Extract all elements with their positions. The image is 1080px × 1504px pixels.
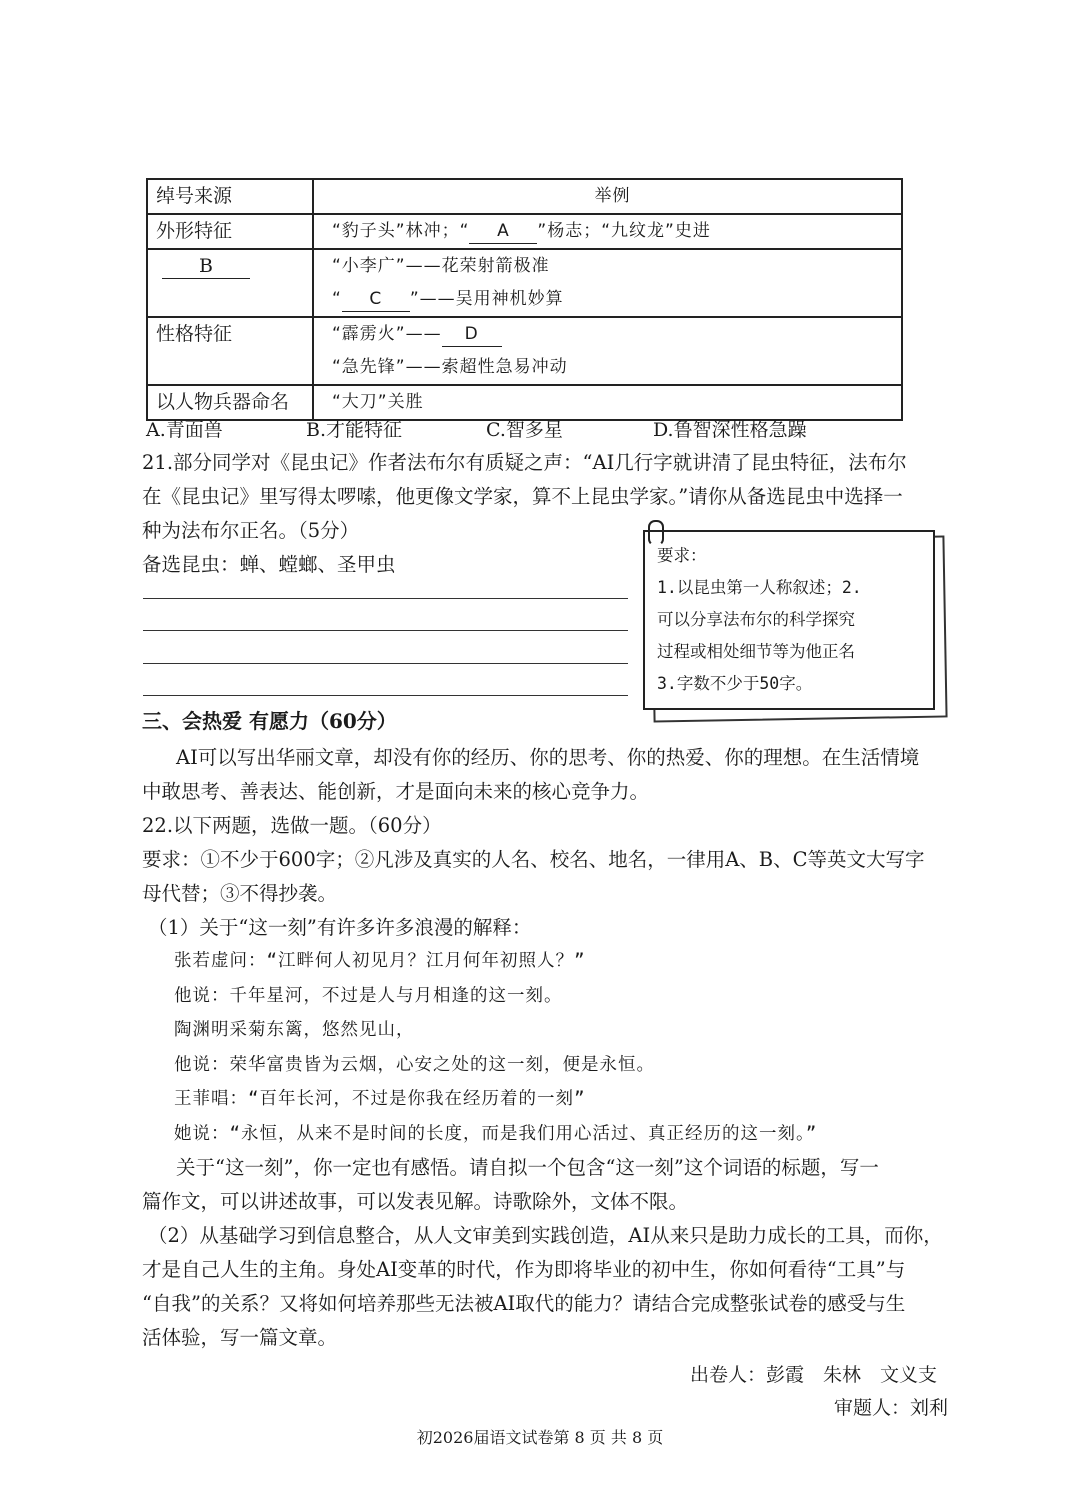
row-value <box>332 215 893 248</box>
row-value: “急先锋”——索超性急易冲动 <box>332 357 568 377</box>
note-title: 要求： <box>657 546 707 565</box>
exam-reviewer: 审题人：刘利 <box>834 1397 949 1419</box>
q21-line: 种为法布尔正名。（5分） <box>142 519 360 542</box>
prompt-2-line: 活体验，写一篇文章。 <box>142 1326 338 1349</box>
nickname-table <box>146 178 903 421</box>
intro-line: AI可以写出华丽文章，却没有你的经历、你的思考、你的热爱、你的理想。在生活情境 <box>176 746 920 769</box>
q22-requirement: 母代替；③不得抄袭。 <box>142 882 338 905</box>
table-key-cell <box>147 214 313 249</box>
value-text: “ <box>332 289 342 309</box>
poem-line: 张若虚问：“江畔何人初见月？江月何年初照人？” <box>174 951 586 971</box>
poem-line: 他说：荣华富贵皆为云烟，心安之处的这一刻，便是永恒。 <box>174 1054 655 1075</box>
table-key-cell <box>147 249 313 317</box>
value-text: “豹子头”林冲；“ <box>332 221 470 241</box>
note-line: 1.以昆虫第一人称叙述；2. <box>657 578 862 597</box>
prompt-1-tail <box>142 1151 952 1355</box>
answer-line[interactable] <box>143 663 628 664</box>
row-value: “大刀”关胜 <box>332 392 424 412</box>
table-key-cell <box>147 317 313 385</box>
answer-line[interactable] <box>143 598 628 599</box>
section-heading: 三、会热爱 有愿力（60分） <box>142 709 397 733</box>
blank-c: C <box>342 287 410 312</box>
q21-line: 在《昆虫记》里写得太啰嗦，他更像文学家，算不上昆虫学家。”请你从备选昆虫中选择一 <box>142 485 903 508</box>
intro-line: 中敢思考、善表达、能创新，才是面向未来的核心竞争力。 <box>142 780 650 803</box>
note-line: 3.字数不少于50字。 <box>657 674 813 693</box>
table-row <box>147 214 902 249</box>
note-line: 可以分享法布尔的科学探究 <box>657 610 855 629</box>
blank-d: D <box>442 322 502 347</box>
value-text: ”——吴用神机妙算 <box>409 289 564 309</box>
poem-line: 陶渊明采菊东篱，悠然见山， <box>174 1020 415 1040</box>
q21-candidates: 备选昆虫：蝉、螳螂、圣甲虫 <box>142 553 396 576</box>
row-key: 绰号来源 <box>156 185 233 207</box>
table-row <box>147 317 902 385</box>
table-row <box>147 249 902 317</box>
note-line: 过程或相处细节等为他正名 <box>657 642 855 661</box>
row-value <box>332 318 893 351</box>
row-value: 举例 <box>594 186 631 206</box>
answer-options <box>146 415 807 445</box>
row-key: 外形特征 <box>156 220 233 242</box>
prompt-2-line: “自我”的关系？又将如何培养那些无法被AI取代的能力？请结合完成整张试卷的感受与生 <box>142 1292 906 1315</box>
row-key: 以人物兵器命名 <box>156 391 290 413</box>
option-a: A.青面兽 <box>146 419 223 441</box>
value-text: ”杨志；“九纹龙”史进 <box>537 221 711 241</box>
blank-b: B <box>162 254 250 279</box>
q22-title: 22.以下两题，选做一题。（60分） <box>142 814 442 837</box>
table-value-cell <box>313 179 902 214</box>
prompt-line: 篇作文，可以讲述故事，可以发表见解。诗歌除外，文体不限。 <box>142 1190 689 1213</box>
table-value-cell <box>313 249 902 317</box>
poem-line: 她说：“永恒，从来不是时间的长度，而是我们用心活过、真正经历的这一刻。” <box>174 1123 818 1144</box>
row-key: 性格特征 <box>156 323 233 345</box>
requirement-note <box>643 530 935 710</box>
q21-line: 21.部分同学对《昆虫记》作者法布尔有质疑之声：“AI几行字就讲清了昆虫特征，法布尔 <box>142 451 907 474</box>
prompt-2-line: （2）从基础学习到信息整合，从人文审美到实践创造，AI从来只是助力成长的工具，而你， <box>148 1224 943 1247</box>
blank-a: A <box>469 219 537 244</box>
poem-line: 王菲唱：“百年长河，不过是你我在经历着的一刻” <box>174 1089 586 1109</box>
poem-block <box>174 944 984 1151</box>
prompt-line: 关于“这一刻”，你一定也有感悟。请自拟一个包含“这一刻”这个词语的标题，写一 <box>176 1156 879 1179</box>
option-c: C.智多星 <box>486 419 563 441</box>
paper-clip-icon <box>648 520 664 546</box>
value-text: “霹雳火”—— <box>332 324 442 344</box>
option-b: B.才能特征 <box>306 419 403 441</box>
prompt-1-head: （1）关于“这一刻”有许多许多浪漫的解释： <box>148 916 532 939</box>
poem-line: 他说：千年星河，不过是人与月相逢的这一刻。 <box>174 985 563 1006</box>
row-value <box>332 283 893 316</box>
exam-setters: 出卷人：彭霞 朱林 文义支 <box>690 1364 938 1386</box>
answer-line[interactable] <box>143 695 628 696</box>
prompt-2-line: 才是自己人生的主角。身处AI变革的时代，作为即将毕业的初中生，你如何看待“工具”与 <box>142 1258 906 1281</box>
q22-requirement: 要求：①不少于600字；②凡涉及真实的人名、校名、地名，一律用A、B、C等英文大写字 <box>142 848 925 871</box>
option-d: D.鲁智深性格急躁 <box>653 419 807 441</box>
table-value-cell <box>313 214 902 249</box>
table-key-cell <box>147 179 313 214</box>
section3-intro <box>142 741 952 945</box>
row-value: “小李广”——花荣射箭极准 <box>332 256 550 276</box>
page-footer: 初2026届语文试卷第 8 页 共 8 页 <box>416 1428 664 1447</box>
table-row <box>147 179 902 214</box>
answer-line[interactable] <box>143 630 628 631</box>
table-value-cell <box>313 317 902 385</box>
